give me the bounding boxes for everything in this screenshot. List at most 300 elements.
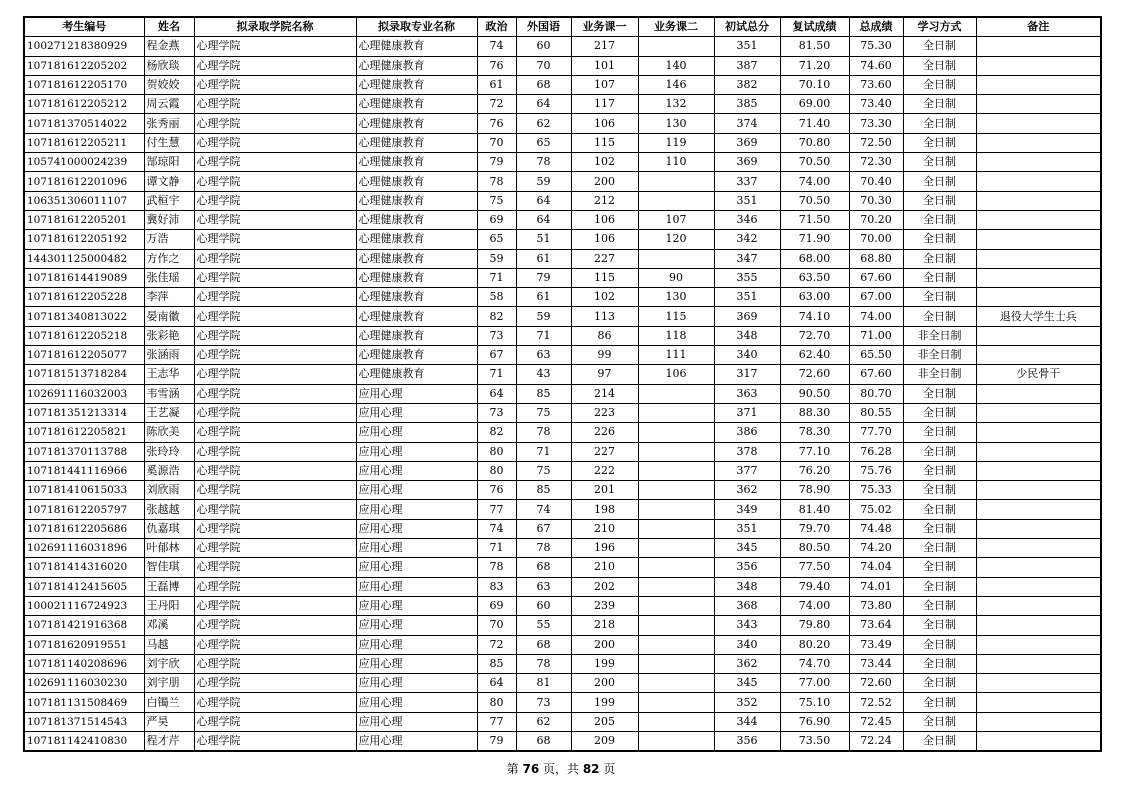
table-row: [24, 731, 1101, 751]
cell-preliminary-total: 369: [714, 307, 780, 326]
cell-study-mode: 非全日制: [903, 365, 976, 384]
cell-major: 应用心理: [356, 403, 477, 422]
cell-total-score: 70.00: [849, 230, 903, 249]
cell-total-score: 74.20: [849, 539, 903, 558]
cell-major: 心理健康教育: [356, 37, 477, 56]
cell-foreign-language: 60: [516, 37, 571, 56]
cell-remarks: 少民骨干: [976, 365, 1101, 384]
table-body: [24, 37, 1101, 751]
cell-major: 心理健康教育: [356, 307, 477, 326]
cell-remarks: [976, 56, 1101, 75]
cell-politics: 79: [477, 153, 516, 172]
cell-remarks: [976, 268, 1101, 287]
cell-course-two: [638, 384, 714, 403]
table-header-row: [24, 17, 1101, 37]
table-row: [24, 558, 1101, 577]
cell-college: 心理学院: [194, 95, 356, 114]
cell-retest-score: 77.50: [780, 558, 849, 577]
cell-college: 心理学院: [194, 288, 356, 307]
cell-politics: 71: [477, 268, 516, 287]
admission-table: [23, 16, 1102, 752]
cell-politics: 79: [477, 731, 516, 751]
cell-preliminary-total: 371: [714, 403, 780, 422]
cell-remarks: [976, 596, 1101, 615]
cell-name: 韦雪涵: [144, 384, 194, 403]
cell-college: 心理学院: [194, 596, 356, 615]
cell-major: 心理健康教育: [356, 56, 477, 75]
cell-name: 张越越: [144, 500, 194, 519]
cell-politics: 74: [477, 37, 516, 56]
cell-name: 张涵雨: [144, 346, 194, 365]
cell-college: 心理学院: [194, 577, 356, 596]
cell-study-mode: 全日制: [903, 210, 976, 229]
cell-candidate-id: 107181612205821: [24, 423, 144, 442]
table-row: [24, 481, 1101, 500]
cell-foreign-language: 64: [516, 95, 571, 114]
cell-candidate-id: 107181370113788: [24, 442, 144, 461]
cell-major: 心理健康教育: [356, 114, 477, 133]
cell-foreign-language: 78: [516, 654, 571, 673]
cell-preliminary-total: 374: [714, 114, 780, 133]
table-row: [24, 133, 1101, 152]
cell-foreign-language: 59: [516, 307, 571, 326]
cell-college: 心理学院: [194, 442, 356, 461]
cell-study-mode: 全日制: [903, 693, 976, 712]
cell-name: 张彩艳: [144, 326, 194, 345]
cell-name: 张佳瑶: [144, 268, 194, 287]
cell-remarks: [976, 326, 1101, 345]
cell-remarks: 退役大学生士兵: [976, 307, 1101, 326]
cell-college: 心理学院: [194, 693, 356, 712]
cell-name: 万浩: [144, 230, 194, 249]
cell-major: 应用心理: [356, 654, 477, 673]
cell-candidate-id: 107181414316020: [24, 558, 144, 577]
cell-college: 心理学院: [194, 230, 356, 249]
cell-study-mode: 全日制: [903, 712, 976, 731]
footer-prefix: 第: [506, 762, 523, 776]
cell-course-one: 214: [571, 384, 638, 403]
header-candidate-id: 考生编号: [24, 17, 144, 37]
cell-preliminary-total: 369: [714, 133, 780, 152]
cell-college: 心理学院: [194, 500, 356, 519]
cell-major: 心理健康教育: [356, 230, 477, 249]
cell-remarks: [976, 403, 1101, 422]
cell-college: 心理学院: [194, 616, 356, 635]
cell-total-score: 73.40: [849, 95, 903, 114]
cell-course-one: 198: [571, 500, 638, 519]
cell-foreign-language: 81: [516, 674, 571, 693]
header-name: 姓名: [144, 17, 194, 37]
cell-candidate-id: 105741000024239: [24, 153, 144, 172]
cell-course-one: 97: [571, 365, 638, 384]
table-row: [24, 461, 1101, 480]
cell-foreign-language: 85: [516, 384, 571, 403]
cell-foreign-language: 63: [516, 346, 571, 365]
cell-retest-score: 79.40: [780, 577, 849, 596]
cell-name: 贺姣姣: [144, 75, 194, 94]
cell-retest-score: 70.50: [780, 191, 849, 210]
cell-total-score: 68.80: [849, 249, 903, 268]
page-footer: [0, 760, 1122, 777]
cell-foreign-language: 51: [516, 230, 571, 249]
cell-major: 应用心理: [356, 596, 477, 615]
cell-course-two: [638, 481, 714, 500]
cell-course-two: [638, 674, 714, 693]
cell-preliminary-total: 351: [714, 288, 780, 307]
table-row: [24, 95, 1101, 114]
cell-remarks: [976, 384, 1101, 403]
cell-politics: 65: [477, 230, 516, 249]
cell-politics: 74: [477, 519, 516, 538]
cell-course-two: 140: [638, 56, 714, 75]
cell-total-score: 72.30: [849, 153, 903, 172]
cell-remarks: [976, 442, 1101, 461]
cell-retest-score: 80.50: [780, 539, 849, 558]
table-row: [24, 230, 1101, 249]
cell-retest-score: 76.20: [780, 461, 849, 480]
cell-study-mode: 全日制: [903, 442, 976, 461]
cell-preliminary-total: 363: [714, 384, 780, 403]
cell-politics: 73: [477, 403, 516, 422]
cell-preliminary-total: 369: [714, 153, 780, 172]
cell-total-score: 77.70: [849, 423, 903, 442]
cell-retest-score: 70.80: [780, 133, 849, 152]
cell-name: 王志华: [144, 365, 194, 384]
cell-study-mode: 全日制: [903, 114, 976, 133]
cell-foreign-language: 62: [516, 712, 571, 731]
cell-name: 叶郁林: [144, 539, 194, 558]
cell-college: 心理学院: [194, 56, 356, 75]
cell-candidate-id: 107181370514022: [24, 114, 144, 133]
cell-foreign-language: 79: [516, 268, 571, 287]
cell-preliminary-total: 352: [714, 693, 780, 712]
cell-name: 王丹阳: [144, 596, 194, 615]
cell-retest-score: 74.70: [780, 654, 849, 673]
cell-course-one: 107: [571, 75, 638, 94]
cell-preliminary-total: 348: [714, 577, 780, 596]
cell-total-score: 73.60: [849, 75, 903, 94]
cell-name: 邓溪: [144, 616, 194, 635]
cell-preliminary-total: 340: [714, 635, 780, 654]
cell-foreign-language: 65: [516, 133, 571, 152]
cell-total-score: 72.50: [849, 133, 903, 152]
table-row: [24, 75, 1101, 94]
cell-preliminary-total: 347: [714, 249, 780, 268]
cell-politics: 77: [477, 500, 516, 519]
cell-name: 仇嘉琪: [144, 519, 194, 538]
cell-college: 心理学院: [194, 674, 356, 693]
cell-college: 心理学院: [194, 558, 356, 577]
cell-preliminary-total: 340: [714, 346, 780, 365]
cell-name: 马越: [144, 635, 194, 654]
cell-study-mode: 全日制: [903, 481, 976, 500]
cell-retest-score: 81.50: [780, 37, 849, 56]
cell-total-score: 67.60: [849, 365, 903, 384]
cell-retest-score: 72.60: [780, 365, 849, 384]
cell-college: 心理学院: [194, 365, 356, 384]
cell-college: 心理学院: [194, 268, 356, 287]
cell-preliminary-total: 351: [714, 37, 780, 56]
cell-remarks: [976, 37, 1101, 56]
cell-course-two: 146: [638, 75, 714, 94]
cell-course-two: 119: [638, 133, 714, 152]
cell-total-score: 72.24: [849, 731, 903, 751]
cell-course-one: 218: [571, 616, 638, 635]
cell-remarks: [976, 230, 1101, 249]
cell-course-one: 199: [571, 693, 638, 712]
cell-preliminary-total: 345: [714, 539, 780, 558]
cell-course-two: [638, 558, 714, 577]
cell-preliminary-total: 344: [714, 712, 780, 731]
cell-major: 心理健康教育: [356, 95, 477, 114]
cell-major: 心理健康教育: [356, 326, 477, 345]
cell-total-score: 74.04: [849, 558, 903, 577]
cell-politics: 82: [477, 423, 516, 442]
cell-name: 奚源浩: [144, 461, 194, 480]
cell-retest-score: 79.80: [780, 616, 849, 635]
cell-name: 严昊: [144, 712, 194, 731]
cell-candidate-id: 107181614419089: [24, 268, 144, 287]
cell-total-score: 71.00: [849, 326, 903, 345]
cell-candidate-id: 102691116031896: [24, 539, 144, 558]
cell-study-mode: 全日制: [903, 384, 976, 403]
cell-candidate-id: 107181612205201: [24, 210, 144, 229]
cell-course-two: 110: [638, 153, 714, 172]
cell-candidate-id: 100021116724923: [24, 596, 144, 615]
table-row: [24, 577, 1101, 596]
cell-foreign-language: 78: [516, 423, 571, 442]
cell-study-mode: 全日制: [903, 172, 976, 191]
header-college: 拟录取学院名称: [194, 17, 356, 37]
cell-retest-score: 70.50: [780, 153, 849, 172]
cell-candidate-id: 102691116032003: [24, 384, 144, 403]
cell-remarks: [976, 210, 1101, 229]
cell-candidate-id: 107181421916368: [24, 616, 144, 635]
cell-retest-score: 80.20: [780, 635, 849, 654]
table-row: [24, 442, 1101, 461]
table-row: [24, 674, 1101, 693]
cell-remarks: [976, 712, 1101, 731]
cell-name: 冀好沛: [144, 210, 194, 229]
cell-remarks: [976, 674, 1101, 693]
cell-politics: 78: [477, 558, 516, 577]
cell-total-score: 70.20: [849, 210, 903, 229]
table-row: [24, 191, 1101, 210]
cell-total-score: 74.01: [849, 577, 903, 596]
cell-college: 心理学院: [194, 114, 356, 133]
cell-course-two: [638, 442, 714, 461]
cell-course-two: 130: [638, 288, 714, 307]
cell-politics: 70: [477, 616, 516, 635]
cell-candidate-id: 107181412415605: [24, 577, 144, 596]
cell-course-one: 210: [571, 519, 638, 538]
cell-foreign-language: 78: [516, 539, 571, 558]
cell-foreign-language: 55: [516, 616, 571, 635]
cell-college: 心理学院: [194, 403, 356, 422]
cell-retest-score: 88.30: [780, 403, 849, 422]
cell-candidate-id: 107181612205170: [24, 75, 144, 94]
footer-middle: 页，共: [539, 762, 583, 776]
cell-remarks: [976, 654, 1101, 673]
cell-name: 武桓宇: [144, 191, 194, 210]
cell-college: 心理学院: [194, 384, 356, 403]
cell-name: 周云霞: [144, 95, 194, 114]
cell-course-one: 200: [571, 635, 638, 654]
cell-study-mode: 全日制: [903, 153, 976, 172]
cell-study-mode: 全日制: [903, 37, 976, 56]
cell-preliminary-total: 346: [714, 210, 780, 229]
cell-politics: 77: [477, 712, 516, 731]
cell-preliminary-total: 355: [714, 268, 780, 287]
cell-total-score: 75.76: [849, 461, 903, 480]
cell-course-one: 102: [571, 153, 638, 172]
cell-study-mode: 全日制: [903, 539, 976, 558]
cell-course-two: [638, 172, 714, 191]
cell-course-two: [638, 577, 714, 596]
cell-politics: 78: [477, 172, 516, 191]
cell-major: 应用心理: [356, 712, 477, 731]
cell-study-mode: 全日制: [903, 403, 976, 422]
cell-candidate-id: 107181612205228: [24, 288, 144, 307]
cell-retest-score: 71.40: [780, 114, 849, 133]
cell-college: 心理学院: [194, 326, 356, 345]
cell-major: 应用心理: [356, 693, 477, 712]
cell-total-score: 73.64: [849, 616, 903, 635]
cell-study-mode: 全日制: [903, 519, 976, 538]
cell-course-two: [638, 693, 714, 712]
cell-course-two: [638, 249, 714, 268]
cell-politics: 80: [477, 442, 516, 461]
cell-politics: 75: [477, 191, 516, 210]
cell-candidate-id: 107181441116966: [24, 461, 144, 480]
cell-study-mode: 全日制: [903, 616, 976, 635]
cell-retest-score: 74.10: [780, 307, 849, 326]
cell-remarks: [976, 558, 1101, 577]
cell-study-mode: 全日制: [903, 674, 976, 693]
cell-candidate-id: 107181612205212: [24, 95, 144, 114]
cell-politics: 73: [477, 326, 516, 345]
cell-total-score: 70.40: [849, 172, 903, 191]
cell-foreign-language: 61: [516, 249, 571, 268]
cell-course-one: 209: [571, 731, 638, 751]
cell-course-one: 200: [571, 172, 638, 191]
table-row: [24, 326, 1101, 345]
cell-remarks: [976, 577, 1101, 596]
cell-politics: 67: [477, 346, 516, 365]
cell-course-two: [638, 654, 714, 673]
header-course-two: 业务课二: [638, 17, 714, 37]
cell-college: 心理学院: [194, 75, 356, 94]
cell-course-two: 132: [638, 95, 714, 114]
cell-candidate-id: 107181513718284: [24, 365, 144, 384]
cell-name: 晏南徽: [144, 307, 194, 326]
table-row: [24, 519, 1101, 538]
cell-preliminary-total: 343: [714, 616, 780, 635]
cell-name: 王艺凝: [144, 403, 194, 422]
cell-remarks: [976, 500, 1101, 519]
cell-major: 应用心理: [356, 731, 477, 751]
cell-college: 心理学院: [194, 635, 356, 654]
cell-preliminary-total: 356: [714, 731, 780, 751]
cell-remarks: [976, 191, 1101, 210]
cell-retest-score: 77.10: [780, 442, 849, 461]
cell-college: 心理学院: [194, 712, 356, 731]
cell-candidate-id: 107181410615033: [24, 481, 144, 500]
cell-remarks: [976, 133, 1101, 152]
cell-retest-score: 63.00: [780, 288, 849, 307]
cell-study-mode: 全日制: [903, 500, 976, 519]
cell-foreign-language: 61: [516, 288, 571, 307]
cell-course-one: 106: [571, 230, 638, 249]
cell-foreign-language: 71: [516, 326, 571, 345]
cell-study-mode: 全日制: [903, 596, 976, 615]
cell-foreign-language: 70: [516, 56, 571, 75]
cell-politics: 70: [477, 133, 516, 152]
cell-preliminary-total: 377: [714, 461, 780, 480]
cell-foreign-language: 78: [516, 153, 571, 172]
cell-name: 刘宇朋: [144, 674, 194, 693]
cell-total-score: 65.50: [849, 346, 903, 365]
cell-retest-score: 68.00: [780, 249, 849, 268]
cell-retest-score: 77.00: [780, 674, 849, 693]
cell-course-one: 227: [571, 249, 638, 268]
table-row: [24, 539, 1101, 558]
cell-candidate-id: 100271218380929: [24, 37, 144, 56]
cell-foreign-language: 73: [516, 693, 571, 712]
cell-politics: 83: [477, 577, 516, 596]
table-row: [24, 384, 1101, 403]
cell-study-mode: 全日制: [903, 558, 976, 577]
cell-preliminary-total: 378: [714, 442, 780, 461]
cell-college: 心理学院: [194, 249, 356, 268]
table-row: [24, 712, 1101, 731]
cell-politics: 72: [477, 95, 516, 114]
cell-major: 心理健康教育: [356, 365, 477, 384]
cell-course-one: 106: [571, 210, 638, 229]
cell-major: 应用心理: [356, 539, 477, 558]
cell-study-mode: 全日制: [903, 75, 976, 94]
cell-preliminary-total: 351: [714, 191, 780, 210]
cell-candidate-id: 107181620919551: [24, 635, 144, 654]
cell-foreign-language: 59: [516, 172, 571, 191]
cell-preliminary-total: 351: [714, 519, 780, 538]
table-row: [24, 268, 1101, 287]
cell-name: 郜琼阳: [144, 153, 194, 172]
header-course-one: 业务课一: [571, 17, 638, 37]
cell-course-one: 226: [571, 423, 638, 442]
cell-foreign-language: 60: [516, 596, 571, 615]
cell-preliminary-total: 368: [714, 596, 780, 615]
cell-course-one: 101: [571, 56, 638, 75]
cell-retest-score: 74.00: [780, 172, 849, 191]
cell-study-mode: 全日制: [903, 288, 976, 307]
cell-name: 程才芹: [144, 731, 194, 751]
cell-name: 张秀丽: [144, 114, 194, 133]
cell-course-two: [638, 423, 714, 442]
cell-course-one: 239: [571, 596, 638, 615]
cell-course-one: 201: [571, 481, 638, 500]
cell-candidate-id: 107181140208696: [24, 654, 144, 673]
cell-course-one: 196: [571, 539, 638, 558]
cell-course-one: 117: [571, 95, 638, 114]
cell-study-mode: 全日制: [903, 635, 976, 654]
cell-course-two: [638, 403, 714, 422]
cell-total-score: 75.33: [849, 481, 903, 500]
cell-remarks: [976, 481, 1101, 500]
cell-politics: 71: [477, 365, 516, 384]
cell-course-two: 111: [638, 346, 714, 365]
cell-politics: 80: [477, 461, 516, 480]
